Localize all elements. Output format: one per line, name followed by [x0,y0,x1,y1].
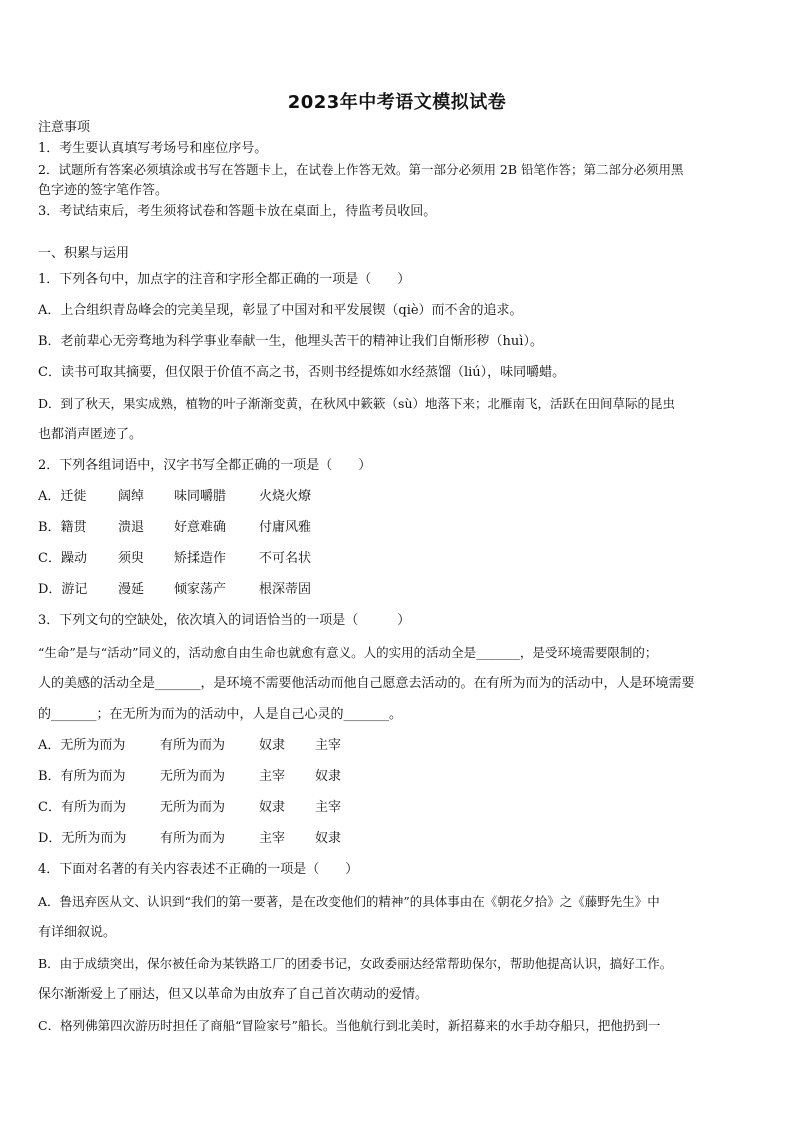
q3-word: 奴隶 [259,800,286,815]
q2-word: 阔绰 [118,489,145,504]
page-title: 2023年中考语文模拟试卷 [287,92,507,113]
q2-word: 好意难确 [174,520,227,535]
q2-option-label: A．迁徙 [38,489,87,504]
q2-option-label: D．游记 [38,582,88,597]
q3-passage-line-2: 人的美感的活动全是_______，是环境不需要他活动而他自己愿意去活动的。在有所为而为的活动中，人是环境需要 [38,676,695,691]
q1-option-b: B．老前辈心无旁骛地为科学事业奉献一生，他埋头苦干的精神让我们自惭形秽（huì）。 [38,334,543,349]
q3-word: 主宰 [259,831,286,846]
q4-option-a: A．鲁迅弃医从文、认识到“我们的第一要著，是在改变他们的精神”的具体事由在《朝花夕拾》之《藤野先生》中 [38,894,660,909]
q2-word: 溃退 [118,520,145,535]
q3-stem: 3．下列文句的空缺处，依次填入的词语恰当的一项是（ ） [38,613,411,628]
q3-word: 主宰 [259,769,286,784]
q2-stem: 2．下列各组词语中，汉字书写全都正确的一项是（ ） [38,458,372,473]
q2-word: 付庸风雅 [259,520,312,535]
q4-stem: 4．下面对名著的有关内容表述不正确的一项是（ ） [38,862,359,877]
notice-heading: 注意事项 [38,120,91,135]
notice-item-3: 3．考试结束后，考生须将试卷和答题卡放在桌面上，待监考员收回。 [38,204,437,219]
q4-option-b: B．由于成绩突出，保尔被任命为某铁路工厂的团委书记，女政委丽达经常帮助保尔，帮助他提高认识，搞好工作。 [38,956,673,971]
q3-word: 奴隶 [259,738,286,753]
q1-option-a: A．上合组织青岛峰会的完美呈现，彰显了中国对和平发展锲（qiè）而不舍的追求。 [38,303,523,318]
q2-word: 火烧火燎 [259,489,312,504]
q4-option-b-cont: 保尔渐渐爱上了丽达，但又以革命为由放弃了自己首次萌动的爱情。 [38,987,429,1002]
q3-option-label: D．无所为而为 [38,831,127,846]
q3-word: 主宰 [315,800,342,815]
q4-option-c: C．格列佛第四次游历时担任了商船“冒险家号”船长。当他航行到北美时，新招募来的水手劫夺船只，把他扔到一 [38,1018,661,1033]
q1-option-c: C．读书可取其摘要，但仅限于价值不高之书，否则书经提炼如水经蒸馏（liú），味同嚼蜡。 [38,365,566,380]
q3-word: 有所为而为 [160,738,226,753]
q2-option-label: C．躁动 [38,551,87,566]
q3-option-label: C．有所为而为 [38,800,126,815]
q3-word: 有所为而为 [160,831,226,846]
notice-item-1: 1．考生要认真填写考场号和座位序号。 [38,141,268,156]
section-heading: 一、积累与运用 [38,246,130,261]
q3-word: 奴隶 [315,769,342,784]
q3-word: 主宰 [315,738,342,753]
q1-option-d-cont: 也都消声匿迹了。 [38,427,143,442]
q2-word: 味同嚼腊 [174,489,227,504]
q2-word: 不可名状 [259,551,312,566]
q2-word: 漫延 [118,582,145,597]
q3-word: 奴隶 [315,831,342,846]
q2-option-label: B．籍贯 [38,520,87,535]
q2-word: 矫揉造作 [174,551,227,566]
q2-word: 须臾 [118,551,145,566]
q3-word: 无所为而为 [160,769,226,784]
q1-stem: 1．下列各句中，加点字的注音和字形全都正确的一项是（ ） [38,272,411,287]
q3-passage-line-3: 的_______；在无所为而为的活动中，人是自己心灵的_______。 [38,707,403,722]
q3-option-label: A．无所为而为 [38,738,126,753]
q2-word: 倾家荡产 [174,582,227,597]
notice-item-2: 2．试题所有答案必须填涂或书写在答题卡上，在试卷上作答无效。第一部分必须用 2B 铅笔作答；第二部分必须用黑 [38,162,684,177]
notice-item-2-cont: 色字迹的签字笔作答。 [38,183,169,198]
q3-passage-line-1: “生命”是与“活动”同义的，活动愈自由生命也就愈有意义。人的实用的活动全是_______，是受环境需要限制的； [38,645,658,660]
q3-option-label: B．有所为而为 [38,769,126,784]
q4-option-a-cont: 有详细叙说。 [38,925,117,940]
q1-option-d: D．到了秋天，果实成熟，植物的叶子渐渐变黄，在秋风中簌簌（sù）地落下来；北雁南飞，活跃在田间草际的昆虫 [38,396,675,411]
q2-word: 根深蒂固 [259,582,312,597]
q3-word: 无所为而为 [160,800,226,815]
